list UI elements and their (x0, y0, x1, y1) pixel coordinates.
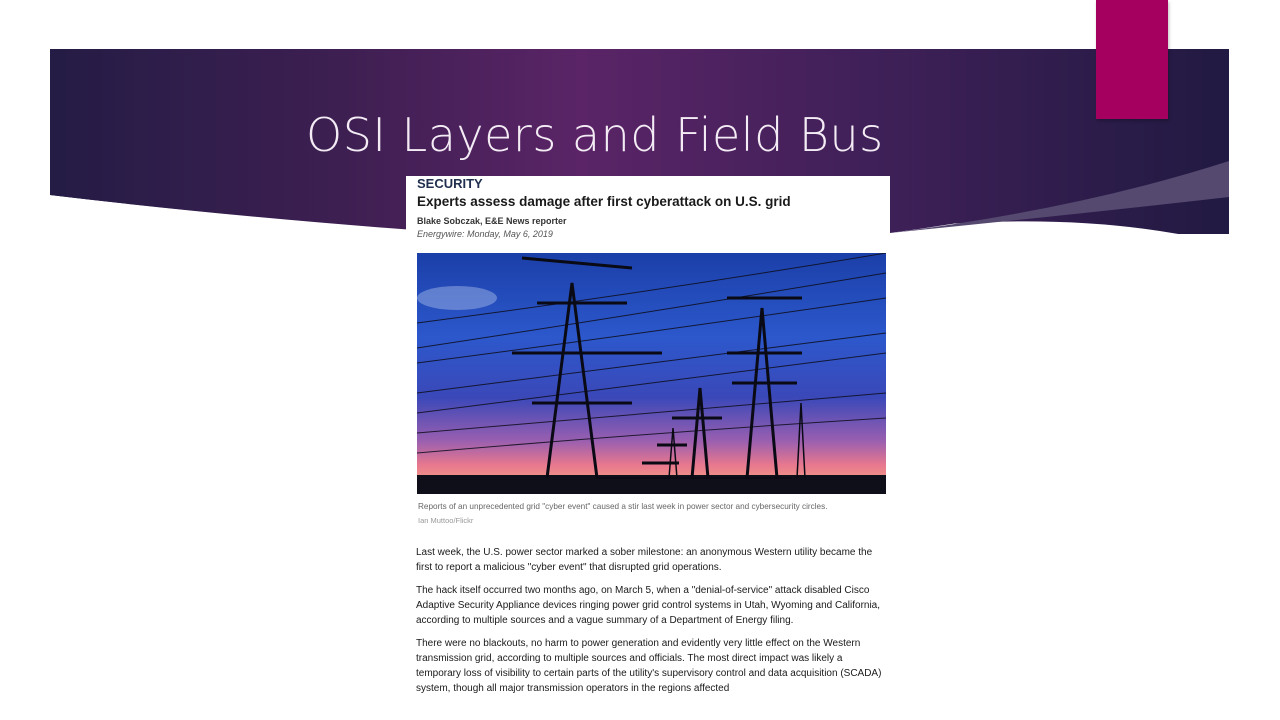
article-photo-power-towers (417, 253, 886, 494)
news-article-screenshot (406, 176, 890, 720)
accent-bar (1096, 0, 1168, 119)
article-dateline: Energywire: Monday, May 6, 2019 (417, 229, 553, 239)
slide-title: OSI Layers and Field Bus (306, 108, 884, 162)
article-headline: Experts assess damage after first cyberattack on U.S. grid (417, 194, 791, 209)
article-body (416, 545, 886, 704)
power-tower-image (417, 253, 886, 494)
article-section-label: SECURITY (417, 176, 483, 191)
article-paragraph: There were no blackouts, no harm to power generation and evidently very little effect on the Western transmission grid, according to multiple sources and officials. The most direct impact was likely a temporary loss of visibility to certain parts of the utility's supervisory control and data acquisition (SCADA) system, though all major transmission operators in the regions affected (416, 638, 882, 694)
article-byline: Blake Sobczak, E&E News reporter (417, 216, 567, 226)
article-paragraph: Last week, the U.S. power sector marked a sober milestone: an anonymous Western utility became the first to report a malicious "cyber event" that disrupted grid operations. (416, 547, 873, 573)
photo-credit: Ian Muttoo/Flickr (418, 516, 474, 525)
photo-caption: Reports of an unprecedented grid "cyber event" caused a stir last week in power sector and cybersecurity circles. (418, 502, 828, 511)
article-paragraph: The hack itself occurred two months ago, on March 5, when a "denial-of-service" attack disabled Cisco Adaptive Security Appliance devices ringing power grid control systems in Utah, Wyoming and California, according to multiple sources and a vague summary of a Department of Energy filing. (416, 585, 881, 626)
